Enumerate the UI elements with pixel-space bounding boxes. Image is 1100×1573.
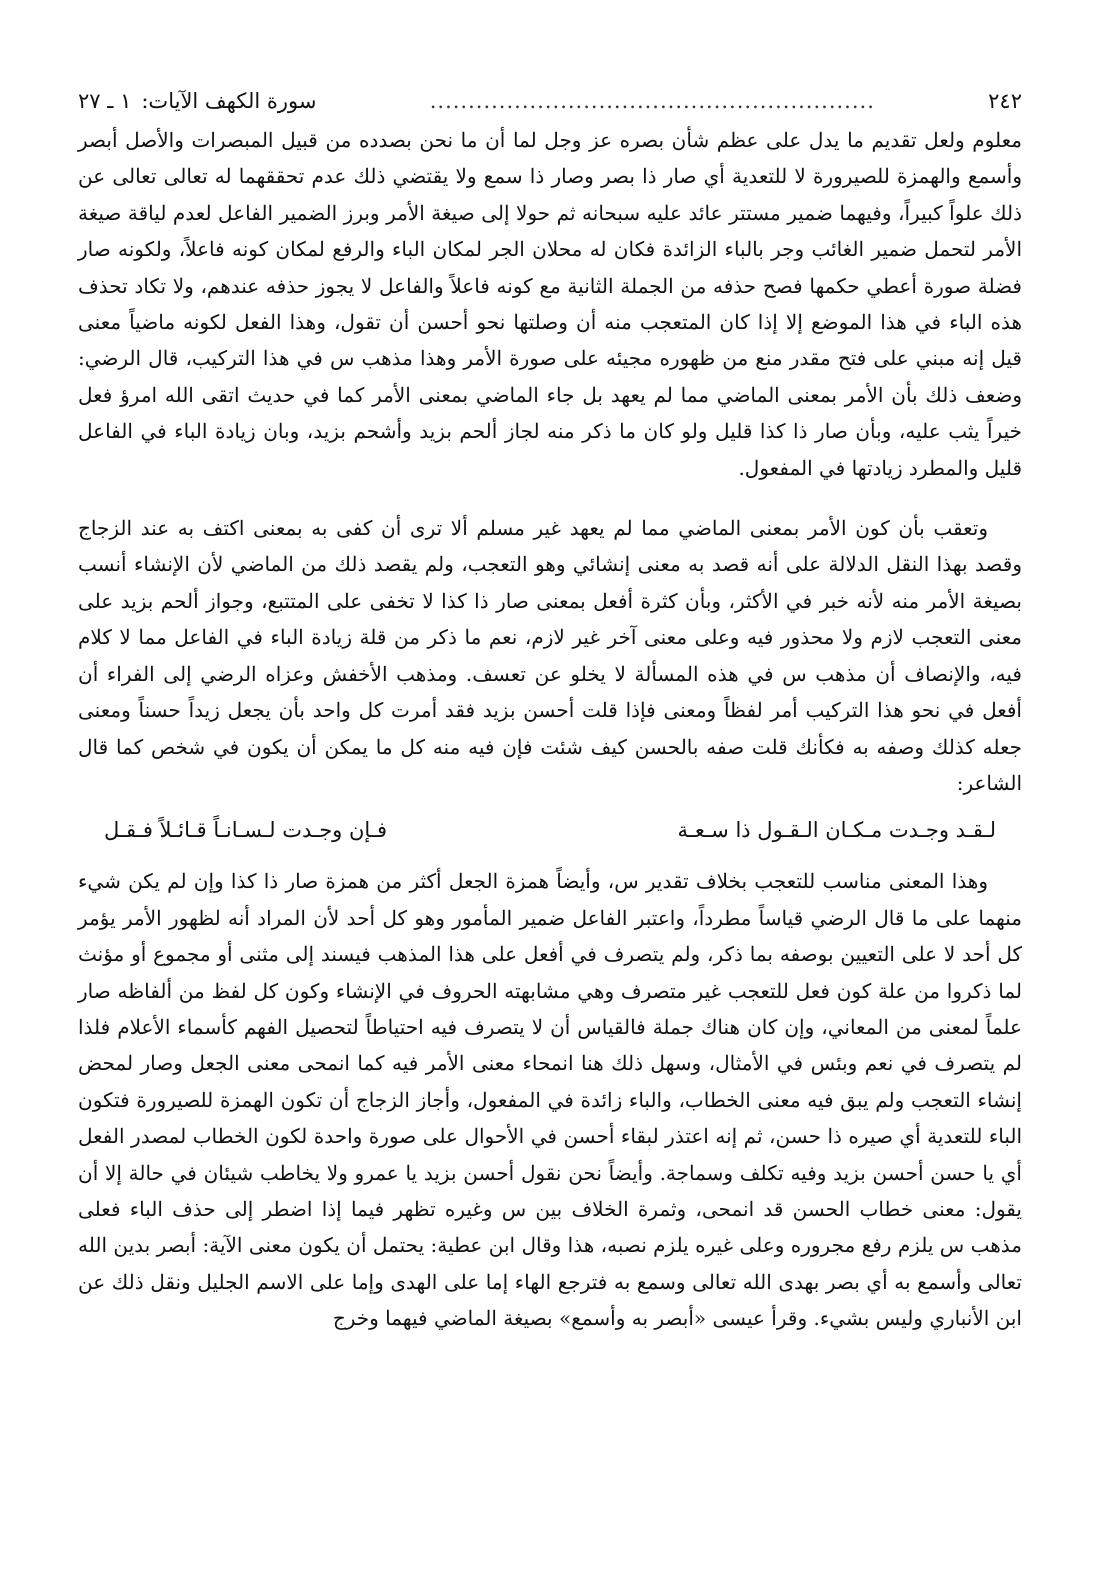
header-leader-dots: .......................................................... [429, 89, 875, 113]
book-page [78, 84, 1022, 1337]
paragraph-3: وهذا المعنى مناسب للتعجب بخلاف تقدير س، وأيضاً همزة الجعل أكثر من همزة صار ذا كذا وإن لم يكن شيء منهما على ما قال الرضي قياساً مطرداً، واعتبر الفاعل ضمير المأمور وهو كل أحد لأن المراد أنه لظهور الأمر يؤمر كل أحد لا على التعيين بوصفه بما ذكر، ولم يتصرف في أفعل على هذا المذهب فيسند إلى مثنى أو مجموع أو مؤنث لما ذكروا من علة كون فعل للتعجب غير متصرف وهي مشابهته الحروف في الإنشاء وكون كل لفظ من ألفاظه صار علماً لمعنى من المعاني، وإن كان هناك جملة فالقياس أن لا يتصرف فيه احتياطاً لتحصيل الفهم كأسماء الأعلام فلذا لم يتصرف في نعم وبئس في الأمثال، وسهل ذلك هنا انمحاء معنى الأمر فيه كما انمحى معنى الجعل وصار لمحض إنشاء التعجب ولم يبق فيه معنى الخطاب، والباء زائدة في المفعول، وأجاز الزجاج أن تكون الهمزة للصيرورة فتكون الباء للتعدية أي صيره ذا حسن، ثم إنه اعتذر لبقاء أحسن في الأحوال على صورة واحدة لكون الخطاب لمصدر الفعل أي يا حسن أحسن بزيد وفيه تكلف وسماجة. وأيضاً نحن نقول أحسن بزيد يا عمرو ولا يخاطب شيئان في حالة إلا أن يقول: معنى خطاب الحسن قد انمحى، وثمرة الخلاف بين س وغيره تظهر فيما إذا اضطر إلى حذف الباء فعلى مذهب س يلزم رفع مجروره وعلى غيره يلزم نصبه، هذا وقال ابن عطية: يحتمل أن يكون معنى الآية: أبصر بدين الله تعالى وأسمع به أي بصر بهدى الله تعالى وسمع به فترجع الهاء إما على الهدى وإما على الاسم الجليل ونقل ذلك عن ابن الأنباري وليس بشيء. وقرأ عيسى «أبصر به وأسمع» بصيغة الماضي فيهما وخرج [78, 869, 1022, 1331]
paragraph-spacer [78, 486, 1022, 510]
verse-first-hemistich: لـقـد وجـدت مـكـان الـقـول ذا سـعـة [677, 818, 996, 843]
paragraph-1: معلوم ولعل تقديم ما يدل على عظم شأن بصره عز وجل لما أن ما نحن بصدده من قبيل المبصرات والأصل أبصر وأسمع والهمزة للصيرورة لا للتعدية أي صار ذا بصر وصار ذا سمع ولا يقتضي ذلك عدم تحققهما له تعالى تعالى عن ذلك علواً كبيراً، وفيهما ضمير مستتر عائد عليه سبحانه ثم حولا إلى صيغة الأمر وبرز الضمير الفاعل لعدم لياقة صيغة الأمر لتحمل ضمير الغائب وجر بالباء الزائدة فكان له محلان الجر لمكان الباء والرفع لمكان كونه فاعلاً، ولكونه صار فضلة صورة أعطي حكمها فصح حذفه من الجملة الثانية مع كونه فاعلاً والفاعل لا يجوز حذفه عندهم، ولا تكاد تحذف هذه الباء في هذا الموضع إلا إذا كان المتعجب منه أن وصلتها نحو أحسن أن تقول، وهذا الفعل لكونه ماضياً معنى قيل إنه مبني على فتح مقدر منع من ظهوره مجيئه على صورة الأمر وهذا مذهب س في هذا التركيب، قال الرضي: وضعف ذلك بأن الأمر بمعنى الماضي مما لم يعهد بل جاء الماضي بمعنى الأمر كما في حديث اتقى الله امرؤ فعل خيراً يثب عليه، وبأن صار ذا كذا قليل ولو كان ما ذكر منه لجاز ألحم بزيد وأشحم بزيد، وبان زيادة الباء في الفاعل قليل والمطرد زيادتها في المفعول. [78, 128, 1023, 480]
poetry-verse [104, 811, 996, 849]
sura-title: سورة الكهف الآيات: [141, 89, 317, 113]
verse-range: ١ ـ ٢٧ [78, 89, 132, 113]
paragraph-2: وتعقب بأن كون الأمر بمعنى الماضي مما لم يعهد غير مسلم ألا ترى أن كفى به بمعنى اكتف به عند الزجاج وقصد بهذا النقل الدلالة على أنه قصد به معنى إنشائي وهو التعجب، ولم يقصد ذلك من الماضي لأن الإنشاء أنسب بصيغة الأمر منه لأنه خبر في الأكثر، وبأن كثرة أفعل بمعنى صار ذا كذا لا تخفى على المتتبع، وجواز ألحم بزيد على معنى التعجب لازم ولا محذور فيه وعلى معنى آخر غير لازم، نعم ما ذكر من قلة زيادة الباء في الفاعل مما لا كلام فيه، والإنصاف أن مذهب س في هذه المسألة لا يخلو عن تعسف. ومذهب الأخفش وعزاه الرضي إلى الفراء أن أفعل في نحو هذا التركيب أمر لفظاً ومعنى فإذا قلت أحسن بزيد فقد أمرت كل واحد بأن يجعل زيداً حسناً ومعنى جعله كذلك وصفه به فكأنك قلت صفه بالحسن كيف شئت فإن فيه منه كل ما يمكن أن يكون في شخص كما قال الشاعر: [78, 516, 1022, 795]
page-number: ٢٤٢ [988, 89, 1022, 113]
verse-second-hemistich: فـإن وجـدت لـسـانـاً قـائـلاً فـقـل [104, 818, 387, 843]
running-header [78, 84, 1022, 118]
